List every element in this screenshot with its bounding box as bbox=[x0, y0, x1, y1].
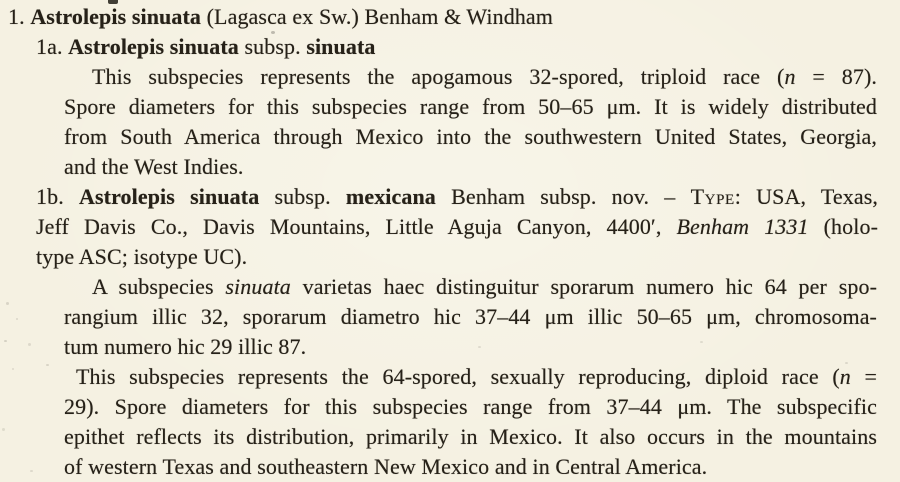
para-1b-line bbox=[64, 392, 877, 422]
scan-artifact-speck bbox=[12, 368, 14, 370]
species-authority: (Lagasca ex Sw.) Benham & Windham bbox=[201, 4, 553, 29]
text-segment: tum numero hic 29 illic 87. bbox=[64, 334, 307, 359]
latin-diagnosis-line bbox=[64, 302, 877, 332]
subspecies-1b-heading-line bbox=[36, 212, 878, 242]
scan-artifact-speck bbox=[4, 340, 7, 342]
scan-artifact-speck bbox=[700, 341, 703, 343]
subspecies-1a-number: 1a. bbox=[36, 34, 69, 59]
subspecies-1a-species: Astrolepis sinuata bbox=[68, 34, 239, 59]
subspecies-1b-epithet: mexicana bbox=[345, 184, 436, 209]
scan-artifact-edge-tick bbox=[108, 0, 118, 4]
text-segment: This subspecies represents the 64-spored, sexually reproducing, diploid race ( bbox=[76, 364, 840, 389]
epithet-italic: sinuata bbox=[225, 274, 291, 299]
scan-artifact-speck bbox=[6, 302, 9, 305]
species-number: 1. bbox=[8, 4, 31, 29]
type-label-smallcaps: Type bbox=[690, 184, 735, 209]
subspecies-1b-species: Astrolepis sinuata bbox=[79, 184, 260, 209]
herbarium-citation: type ASC; isotype UC). bbox=[36, 244, 248, 269]
type-locality: Jeff Davis Co., Davis Mountains, Little Aguja Canyon, 4400′, bbox=[36, 214, 677, 239]
text-segment: epithet reflects its distribution, primarily in Mexico. It also occurs in the mountains bbox=[64, 424, 877, 449]
para-1b-line bbox=[64, 422, 877, 452]
subspecies-1b-number: 1b. bbox=[36, 184, 79, 209]
scan-artifact-speck bbox=[46, 364, 49, 366]
para-1b-line bbox=[76, 362, 877, 392]
text-segment: (holo- bbox=[808, 214, 878, 239]
authority-and-status: Benham subsp. nov. – bbox=[435, 184, 691, 209]
scan-artifact-speck bbox=[28, 343, 31, 346]
subsp-abbrev: subsp. bbox=[238, 34, 307, 59]
text-segment: 29). Spore diameters for this subspecies range from 37–44 μm. The subspecific bbox=[64, 394, 877, 419]
latin-diagnosis-last-line bbox=[64, 332, 877, 362]
subspecies-1b-heading-last-line bbox=[36, 242, 878, 272]
text-segment: of western Texas and southeastern New Mexico and in Central America. bbox=[64, 454, 708, 479]
text-segment: = 87). bbox=[795, 64, 877, 89]
para-1a-line bbox=[92, 62, 877, 92]
scan-artifact-speck bbox=[30, 470, 33, 472]
para-1a-line bbox=[64, 92, 877, 122]
text-segment: rangium illic 32, sporarum diametro hic 37–44 μm illic 50–65 μm, chromosoma- bbox=[64, 304, 877, 329]
text-segment: and the West Indies. bbox=[64, 154, 244, 179]
scan-artifact-speck bbox=[2, 428, 5, 431]
para-1a-line bbox=[64, 122, 877, 152]
type-locality-start: : USA, Texas, bbox=[734, 184, 878, 209]
text-segment: varietas haec distinguitur sporarum numero hic 64 per spo- bbox=[290, 274, 877, 299]
species-heading bbox=[8, 2, 886, 32]
para-1a-last-line bbox=[64, 152, 877, 182]
subspecies-1b-heading-line bbox=[36, 182, 878, 212]
subspecies-1a-heading bbox=[36, 32, 878, 62]
para-1b-last-line bbox=[64, 452, 877, 482]
text-segment: from South America through Mexico into the southwestern United States, Georgia, bbox=[64, 124, 877, 149]
scan-artifact-speck bbox=[478, 346, 481, 348]
subspecies-1a-epithet: sinuata bbox=[306, 34, 376, 59]
species-name: Astrolepis sinuata bbox=[30, 4, 202, 29]
chromosome-n-italic: n bbox=[784, 64, 796, 89]
collector-number-italic: Benham 1331 bbox=[676, 214, 809, 239]
scan-artifact-speck bbox=[271, 31, 275, 34]
subsp-abbrev: subsp. bbox=[259, 184, 346, 209]
scan-artifact-speck bbox=[845, 362, 848, 364]
text-segment: Spore diameters for this subspecies range from 50–65 μm. It is widely distributed bbox=[64, 94, 877, 119]
text-segment: A subspecies bbox=[92, 274, 226, 299]
text-segment: = bbox=[850, 364, 878, 389]
text-segment: This subspecies represents the apogamous 32-spored, triploid race ( bbox=[92, 64, 785, 89]
chromosome-n-italic: n bbox=[839, 364, 851, 389]
latin-diagnosis-line bbox=[92, 272, 877, 302]
scan-artifact-speck bbox=[16, 318, 18, 320]
